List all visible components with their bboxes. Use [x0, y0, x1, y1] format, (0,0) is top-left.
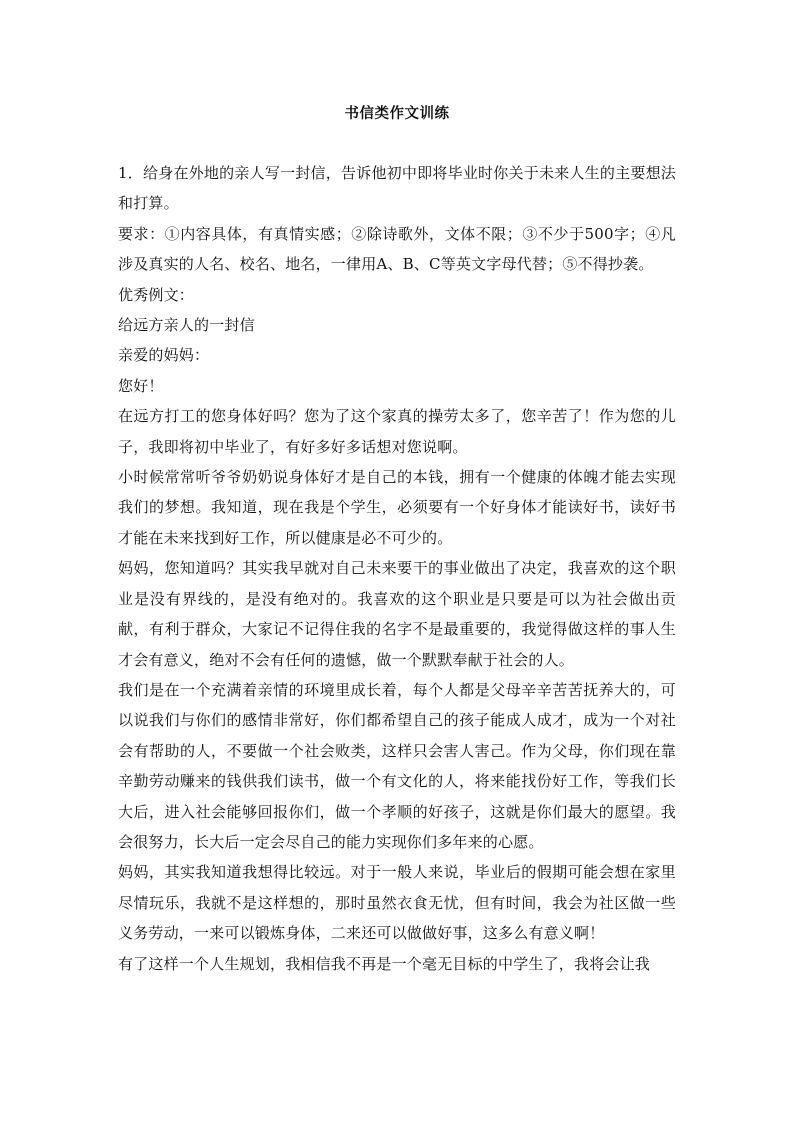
- letter-salutation: 亲爱的妈妈：: [118, 346, 210, 365]
- letter-paragraph: 小时候常常听爷爷奶奶说身体好才是自己的本钱，拥有一个健康的体魄才能去实现我们的梦想。我知道，现在我是个学生，必须要有一个好身体才能读好书，读好书才能在未来找到好工作，所以健康是必不可少的。: [118, 468, 676, 547]
- letter-paragraph: 有了这样一个人生规划，我相信我不再是一个毫无目标的中学生了，我将会让我: [118, 954, 651, 973]
- letter-paragraph: 妈妈，其实我知道我想得比较远。对于一般人来说，毕业后的假期可能会想在家里尽情玩乐，我就不是这样想的，那时虽然衣食无忧，但有时间，我会为社区做一些义务劳动，一来可以锻炼身体，二来还可以做做好事，这多么有意义啊！: [118, 863, 676, 943]
- letter-greeting: 您好！: [118, 376, 164, 395]
- title-spacer: [118, 132, 676, 158]
- paragraph-sample-label: 优秀例文：: [118, 285, 195, 304]
- paragraph-question: 1．给身在外地的亲人写一封信，告诉他初中即将毕业时你关于未来人生的主要想法和打算。: [118, 164, 676, 213]
- letter-paragraph: 在远方打工的您身体好吗？您为了这个家真的操劳太多了，您辛苦了！作为您的儿子，我即将初中毕业了，有好多好多话想对您说啊。: [118, 407, 676, 456]
- document-body: [118, 158, 676, 979]
- letter-title: 给远方亲人的一封信: [118, 316, 255, 335]
- document-title: 书信类作文训练: [344, 106, 450, 122]
- letter-paragraph: 我们是在一个充满着亲情的环境里成长着，每个人都是父母辛辛苦苦抚养大的，可以说我们与你们的感情非常好，你们都希望自己的孩子能成人成才，成为一个对社会有帮助的人，不要做一个社会败类，这样只会害人害己。作为父母，你们现在靠辛勤劳动赚来的钱供我们读书，做一个有文化的人，将来能找份好工作，等我们长大后，进入社会能够回报你们，做一个孝顺的好孩子，这就是你们最大的愿望。我会很努力，长大后一定会尽自己的能力实现你们多年来的心愿。: [118, 680, 676, 851]
- letter-paragraph: 妈妈，您知道吗？其实我早就对自己未来要干的事业做出了决定，我喜欢的这个职业是没有界线的，是没有绝对的。我喜欢的这个职业是只要是可以为社会做出贡献，有利于群众，大家记不记得住我的名字不是最重要的，我觉得做这样的事人生才会有意义，绝对不会有任何的遗憾，做一个默默奉献于社会的人。: [118, 559, 676, 669]
- paragraph-requirements: 要求：①内容具体，有真情实感；②除诗歌外，文体不限；③不少于500字；④凡涉及真实的人名、校名、地名，一律用A、B、C等英文字母代替；⑤不得抄袭。: [118, 224, 676, 274]
